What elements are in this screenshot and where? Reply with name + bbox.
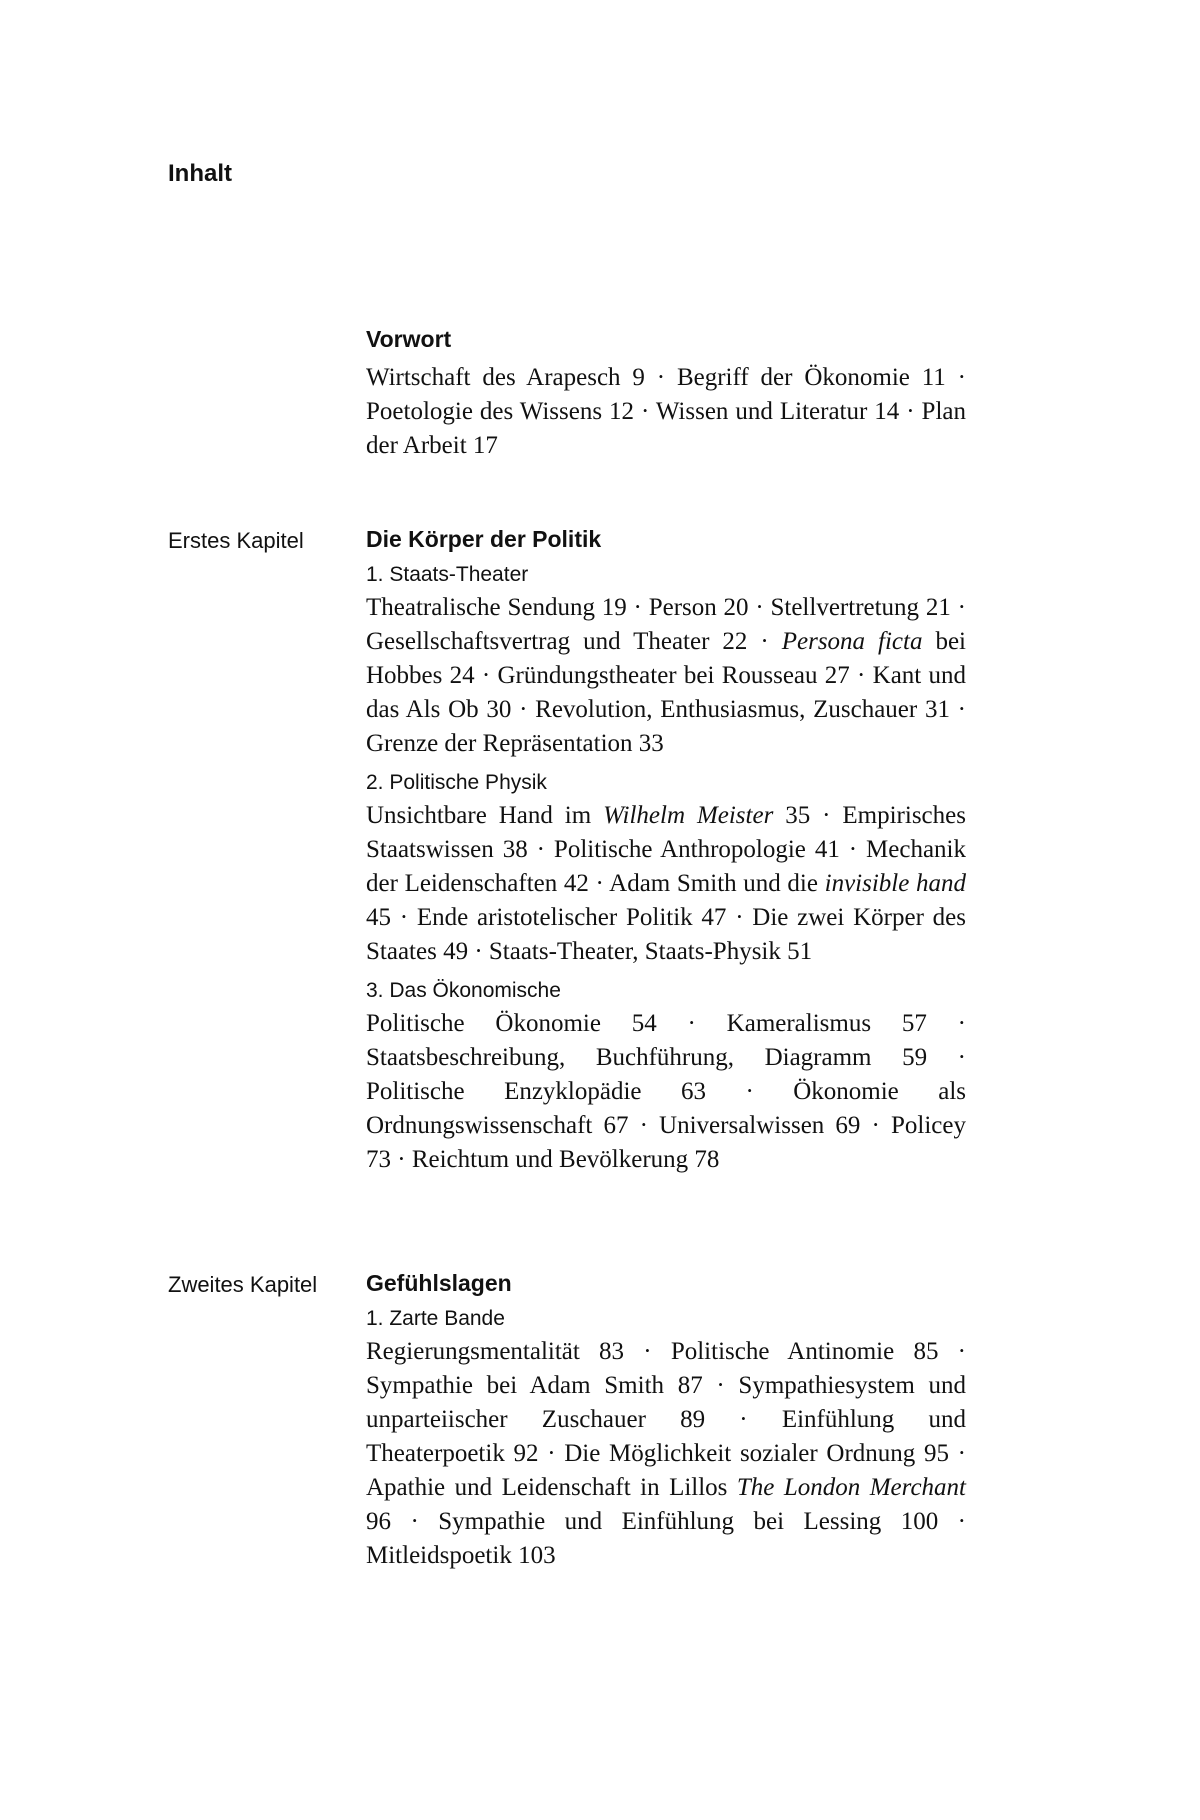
section-title: Vorwort [366,326,452,352]
chapter-title: Die Körper der Politik [366,526,602,552]
subsection-title: 3. Das Ökonomische [366,979,561,1002]
page-title: Inhalt [168,160,232,187]
chapter-title: Gefühlslagen [366,1270,512,1296]
toc-entry-text: Wirtschaft des Arapesch 9 · Begriff der Ökonomie 11 · Poetologie des Wissens 12 · Wissen und Literatur 14 · Plan der Arbeit 17 [366,364,966,459]
chapter-label: Erstes Kapitel [168,528,304,553]
toc-entry-text: Unsichtbare Hand im Wilhelm Meister 35 · Empirisches Staatswissen 38 · Politische Anthropologie 41 · Mechanik der Leidenschaften 42 · Adam Smith und die invisible hand 45 · Ende aristotelischer Politik 47 · Die zwei Körper des Staates 49 · Staats-Theater, Staats-Physik 51 [366,802,966,965]
subsection-title: 2. Politische Physik [366,771,547,794]
toc-entry-text: Theatralische Sendung 19 · Person 20 · Stellvertretung 21 · Gesellschaftsvertrag und Theater 22 · Persona ficta bei Hobbes 24 · Gründungstheater bei Rousseau 27 · Kant und das Als Ob 30 · Revolution, Enthusiasmus, Zuschauer 31 · Grenze der Repräsentation 33 [366,594,966,757]
subsection-title: 1. Staats-Theater [366,563,529,586]
chapter-label: Zweites Kapitel [168,1272,318,1297]
toc-entry-text: Politische Ökonomie 54 · Kameralismus 57 · Staatsbeschreibung, Buchführung, Diagramm 59 · Politische Enzyklopädie 63 · Ökonomie als Ordnungswissenschaft 67 · Universalwissen 69 · Policey 73 · Reichtum und Bevölkerung 78 [366,1010,966,1173]
toc-entry-text: Regierungsmentalität 83 · Politische Antinomie 85 · Sympathie bei Adam Smith 87 · Sympathiesystem und unparteiischer Zuschauer 89 · Einfühlung und Theaterpoetik 92 · Die Möglichkeit sozialer Ordnung 95 · Apathie und Leidenschaft in Lillos The London Merchant 96 · Sympathie und Einfühlung bei Lessing 100 · Mitleidspoetik 103 [366,1338,967,1569]
subsection-title: 1. Zarte Bande [366,1307,505,1330]
